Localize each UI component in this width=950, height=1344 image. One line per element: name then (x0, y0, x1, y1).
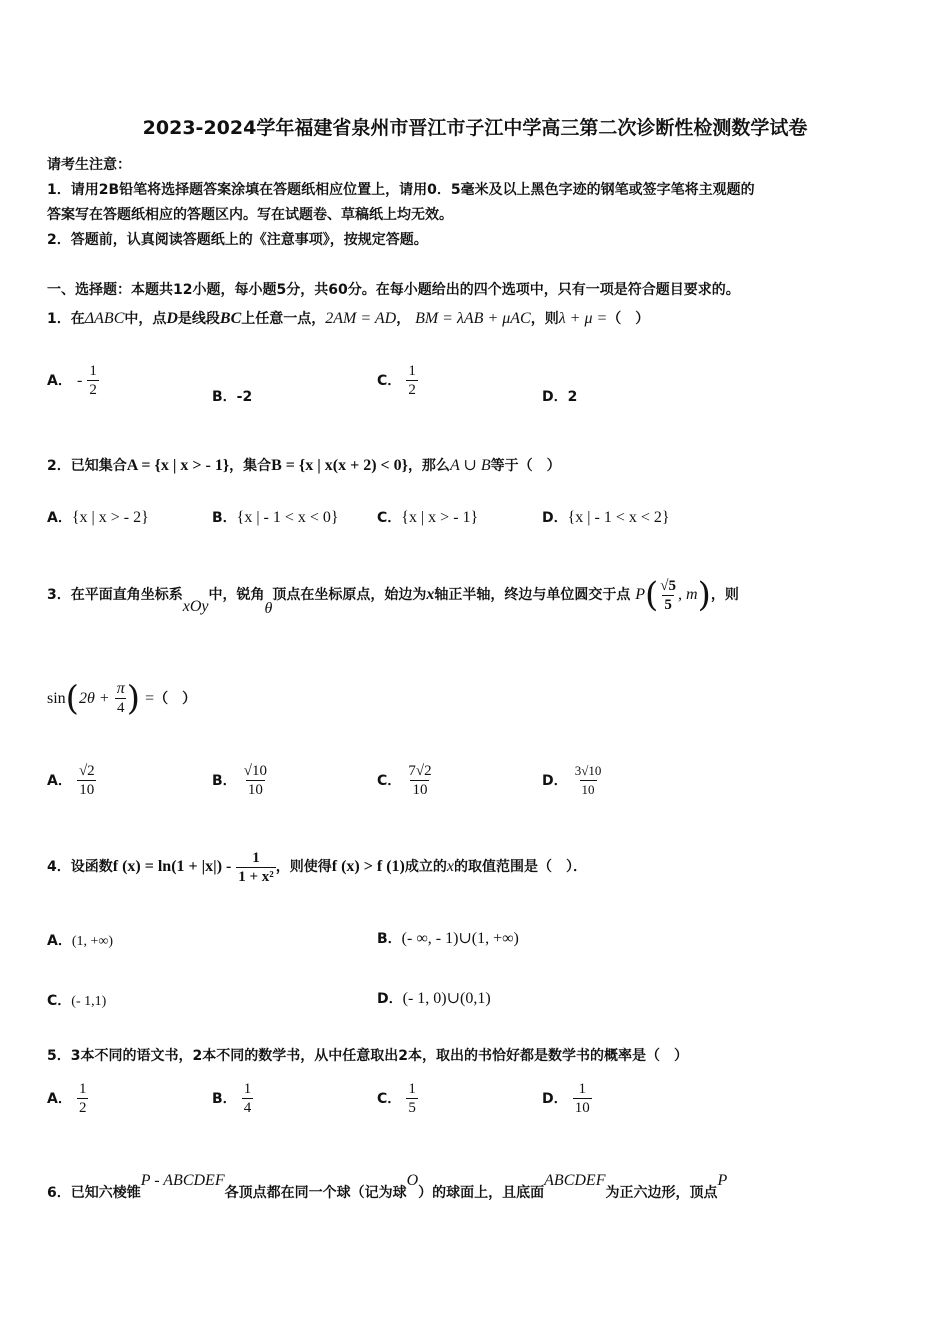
q5-option-c[interactable]: C． $\frac{1}{5}$ (377, 1081, 416, 1116)
question-3-stem: 3．在平面直角坐标系xOy中，锐角θ顶点在坐标原点，始边为x轴正半轴，终边与单位圆交于点 P( $\frac{√5}{5}$ , m)，则 (47, 575, 739, 617)
question-6-stem: 6．已知六棱锥P - ABCDEF各顶点都在同一个球（记为球O）的球面上，且底面ABCDEF为正六边形，顶点P (47, 1172, 728, 1201)
q4-option-a[interactable]: A．(1, +∞) (47, 933, 114, 949)
q4-option-d[interactable]: D．(- 1, 0)∪(0,1) (377, 990, 491, 1007)
q5-option-a[interactable]: A． $\frac{1}{2}$ (47, 1081, 87, 1116)
q2-option-d[interactable]: D．{x | - 1 < x < 2} (542, 509, 670, 526)
question-2-stem: 2．已知集合A = {x | x > - 1}，集合B = {x | x(x + 2) < 0}，那么A ∪ B等于（ ） (47, 457, 561, 474)
q1-option-b[interactable]: B．-2 (212, 389, 253, 405)
question-5-stem: 5．3本不同的语文书，2本不同的数学书，从中任意取出2本，取出的书恰好都是数学书的概率是（ ） (47, 1048, 688, 1064)
q3-option-a[interactable]: A． $\frac{√2}{10}$ (47, 763, 95, 798)
notice-item-1-line-2: 答案写在答题纸相应的答题区内。写在试题卷、草稿纸上均无效。 (47, 207, 453, 223)
page-title: 2023-2024学年福建省泉州市晋江市子江中学高三第二次诊断性检测数学试卷 (142, 117, 808, 139)
q3-option-c[interactable]: C． $\frac{7√2}{10}$ (377, 763, 432, 798)
q3-option-b[interactable]: B． $\frac{√10}{10}$ (212, 763, 267, 798)
q3-option-d[interactable]: D． $\frac{3√10}{10}$ (542, 763, 602, 797)
q2-option-b[interactable]: B．{x | - 1 < x < 0} (212, 509, 339, 526)
bm-equation: BM = λAB + μAC (415, 310, 531, 327)
q1-option-a[interactable]: A． - $\frac{1}{2}$ (47, 363, 97, 398)
notice-heading: 请考生注意： (47, 157, 131, 173)
vector-equation: 2AM = AD (325, 310, 397, 327)
question-4-stem: 4．设函数f (x) = ln(1 + |x|) - $\frac{1}{\text{1 + x²}}$ ，则使得f (x) > f (1)成立的x的取值范围是（ ）． (47, 849, 587, 885)
q5-option-d[interactable]: D． $\frac{1}{10}$ (542, 1081, 590, 1116)
q2-option-a[interactable]: A．{x | x > - 2} (47, 509, 149, 526)
q1-option-c[interactable]: C． $\frac{1}{2}$ (377, 363, 416, 398)
section-heading: 一、选择题：本题共12小题，每小题5分，共60分。在每小题给出的四个选项中，只有一项是符合题目要求的。 (47, 282, 740, 298)
q1-option-d[interactable]: D．2 (542, 389, 578, 405)
q4-option-c[interactable]: C．(- 1,1) (47, 993, 107, 1009)
q2-option-c[interactable]: C．{x | x > - 1} (377, 509, 479, 526)
question-3-expression: sin(2θ + $\frac{\pi}{4}$ ) =（ ） (47, 678, 197, 719)
question-1-stem: 1．在ΔABC中，点D是线段BC上任意一点，2AM = AD， BM = λAB + μAC，则λ + μ =（ ） (47, 310, 650, 327)
notice-item-1-line-1: 1．请用2B铅笔将选择题答案涂填在答题纸相应位置上，请用0．5毫米及以上黑色字迹的钢笔或签字笔将主观题的 (47, 182, 755, 198)
q5-option-b[interactable]: B． $\frac{1}{4}$ (212, 1081, 252, 1116)
q4-option-b[interactable]: B．(- ∞, - 1)∪(1, +∞) (377, 930, 519, 947)
notice-item-2: 2．答题前，认真阅读答题纸上的《注意事项》，按规定答题。 (47, 232, 428, 248)
